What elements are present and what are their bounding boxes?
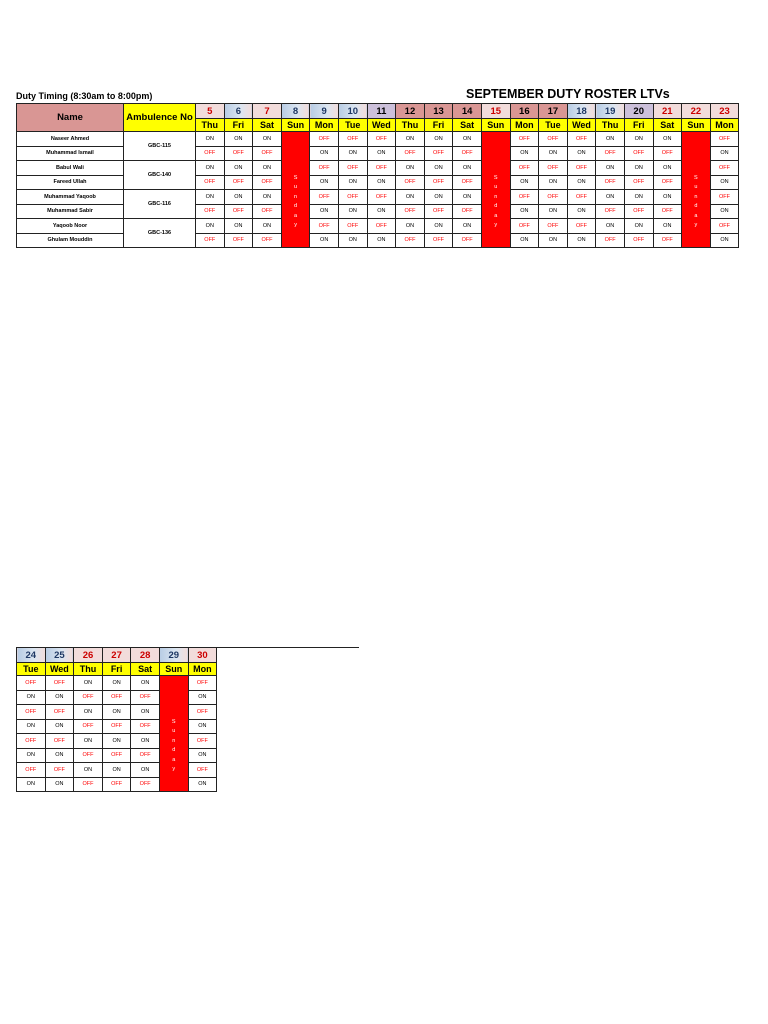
duty-status-cell: ON — [188, 777, 217, 792]
duty-status-cell: ON — [188, 748, 217, 763]
weekday-cell: Mon — [510, 119, 539, 132]
duty-status-cell: OFF — [253, 146, 282, 161]
duty-status-cell: OFF — [188, 676, 217, 691]
date-cell: 17 — [539, 104, 568, 119]
table-row — [17, 676, 217, 691]
sunday-letter: d — [494, 203, 498, 210]
duty-status-cell: ON — [45, 777, 74, 792]
table-row — [17, 190, 739, 205]
duty-status-cell: ON — [74, 705, 103, 720]
weekday-cell: Sat — [653, 119, 682, 132]
sunday-letter: u — [694, 184, 698, 191]
duty-status-cell: OFF — [539, 161, 568, 176]
date-cell: 10 — [338, 104, 367, 119]
weekday-cell: Wed — [45, 663, 74, 676]
weekday-cell: Sun — [159, 663, 188, 676]
duty-status-cell: OFF — [596, 233, 625, 248]
weekday-cell: Thu — [396, 119, 425, 132]
duty-status-cell: ON — [653, 132, 682, 147]
duty-status-cell: OFF — [102, 690, 131, 705]
sunday-letter: n — [494, 193, 498, 200]
duty-status-cell: ON — [510, 233, 539, 248]
duty-status-cell: ON — [17, 748, 46, 763]
duty-status-cell: OFF — [510, 132, 539, 147]
duty-status-cell: OFF — [453, 175, 482, 190]
duty-status-cell: OFF — [224, 204, 253, 219]
duty-status-cell: OFF — [710, 219, 739, 234]
duty-status-cell: ON — [188, 690, 217, 705]
duty-status-cell: ON — [196, 219, 225, 234]
duty-status-cell: OFF — [310, 219, 339, 234]
duty-status-cell: ON — [367, 175, 396, 190]
date-cell: 8 — [281, 104, 310, 119]
weekday-cell: Mon — [188, 663, 217, 676]
duty-status-cell: OFF — [567, 190, 596, 205]
weekday-cell: Wed — [367, 119, 396, 132]
duty-status-cell: ON — [17, 690, 46, 705]
ambulance-number: GBC-116 — [124, 190, 196, 219]
duty-status-cell: OFF — [45, 676, 74, 691]
duty-status-cell: ON — [596, 132, 625, 147]
duty-status-cell: ON — [453, 190, 482, 205]
date-cell: 14 — [453, 104, 482, 119]
duty-status-cell: OFF — [539, 190, 568, 205]
sunday-letter: y — [294, 222, 297, 229]
sunday-letter: n — [694, 193, 698, 200]
duty-status-cell: ON — [253, 219, 282, 234]
duty-status-cell: ON — [196, 132, 225, 147]
duty-status-cell: OFF — [131, 690, 160, 705]
duty-status-cell: OFF — [596, 175, 625, 190]
sunday-letter: d — [294, 203, 298, 210]
duty-status-cell: OFF — [74, 777, 103, 792]
date-cell: 11 — [367, 104, 396, 119]
duty-status-cell: OFF — [338, 219, 367, 234]
duty-status-cell: ON — [424, 161, 453, 176]
duty-status-cell: ON — [338, 233, 367, 248]
sunday-letter: S — [293, 175, 298, 181]
duty-status-cell: OFF — [17, 705, 46, 720]
duty-status-cell: ON — [396, 190, 425, 205]
duty-status-cell: OFF — [102, 748, 131, 763]
duty-status-cell: OFF — [224, 233, 253, 248]
weekday-cell: Fri — [102, 663, 131, 676]
duty-status-cell: ON — [424, 132, 453, 147]
duty-status-cell: OFF — [424, 146, 453, 161]
duty-status-cell: ON — [539, 146, 568, 161]
staff-name: Naseer Ahmed — [17, 132, 124, 147]
duty-status-cell: ON — [396, 161, 425, 176]
duty-status-cell: ON — [74, 734, 103, 749]
duty-status-cell: OFF — [74, 748, 103, 763]
duty-status-cell: OFF — [510, 219, 539, 234]
duty-status-cell: OFF — [224, 146, 253, 161]
duty-status-cell: ON — [367, 204, 396, 219]
duty-status-cell: ON — [310, 204, 339, 219]
duty-status-cell: OFF — [17, 763, 46, 778]
duty-status-cell: OFF — [196, 146, 225, 161]
duty-status-cell: ON — [338, 175, 367, 190]
duty-status-cell: OFF — [131, 777, 160, 792]
date-cell: 6 — [224, 104, 253, 119]
duty-status-cell: ON — [367, 146, 396, 161]
duty-status-cell: ON — [74, 676, 103, 691]
sunday-letter: a — [294, 212, 298, 219]
weekday-cell: Sun — [481, 119, 510, 132]
duty-status-cell: OFF — [567, 219, 596, 234]
duty-status-cell: OFF — [653, 175, 682, 190]
name-column-header: Name — [17, 104, 124, 132]
ambulance-number: GBC-115 — [124, 132, 196, 161]
duty-status-cell: OFF — [253, 175, 282, 190]
sunday-letter: S — [694, 175, 698, 181]
date-cell: 22 — [682, 104, 711, 119]
date-cell: 21 — [653, 104, 682, 119]
duty-status-cell: ON — [188, 719, 217, 734]
sunday-spacer — [682, 132, 710, 174]
duty-status-cell: ON — [424, 219, 453, 234]
duty-status-cell: ON — [624, 190, 653, 205]
duty-status-cell: OFF — [567, 132, 596, 147]
duty-status-cell: OFF — [367, 132, 396, 147]
sunday-off-cell — [281, 132, 310, 248]
weekday-cell: Tue — [17, 663, 46, 676]
sunday-spacer — [282, 132, 310, 174]
duty-status-cell: OFF — [624, 233, 653, 248]
duty-status-cell: OFF — [539, 219, 568, 234]
duty-status-cell: ON — [567, 146, 596, 161]
date-cell: 27 — [102, 648, 131, 663]
duty-status-cell: ON — [45, 690, 74, 705]
date-cell: 16 — [510, 104, 539, 119]
duty-status-cell: OFF — [102, 719, 131, 734]
sunday-spacer — [160, 676, 188, 718]
weekday-cell: Mon — [310, 119, 339, 132]
duty-status-cell: OFF — [310, 132, 339, 147]
duty-status-cell: ON — [710, 204, 739, 219]
weekday-cell: Thu — [74, 663, 103, 676]
duty-status-cell: OFF — [188, 734, 217, 749]
duty-status-cell: OFF — [338, 190, 367, 205]
sunday-letter: n — [172, 737, 176, 744]
duty-status-cell: ON — [653, 161, 682, 176]
duty-status-cell: OFF — [367, 161, 396, 176]
duty-status-cell: ON — [624, 219, 653, 234]
duty-status-cell: OFF — [17, 734, 46, 749]
duty-status-cell: OFF — [338, 132, 367, 147]
duty-status-cell: ON — [539, 204, 568, 219]
duty-status-cell: ON — [196, 161, 225, 176]
duty-status-cell: OFF — [196, 233, 225, 248]
duty-status-cell: ON — [102, 676, 131, 691]
duty-status-cell: OFF — [367, 190, 396, 205]
duty-status-cell: OFF — [539, 132, 568, 147]
duty-status-cell: ON — [624, 132, 653, 147]
duty-status-cell: OFF — [224, 175, 253, 190]
duty-status-cell: OFF — [624, 146, 653, 161]
date-cell: 28 — [131, 648, 160, 663]
sunday-letter: u — [294, 184, 298, 191]
duty-status-cell: OFF — [131, 748, 160, 763]
duty-status-cell: OFF — [45, 734, 74, 749]
date-cell: 30 — [188, 648, 217, 663]
roster-table — [16, 103, 739, 248]
sunday-letter: u — [172, 728, 176, 735]
duty-status-cell: OFF — [567, 161, 596, 176]
duty-status-cell: OFF — [424, 233, 453, 248]
sunday-spacer — [482, 132, 510, 174]
weekday-cell: Sat — [253, 119, 282, 132]
duty-status-cell: ON — [253, 132, 282, 147]
duty-status-cell: ON — [453, 161, 482, 176]
date-cell: 26 — [74, 648, 103, 663]
duty-status-cell: ON — [510, 175, 539, 190]
duty-status-cell: ON — [539, 233, 568, 248]
sunday-letter: u — [494, 184, 498, 191]
staff-name: Muhammad Sabir — [17, 204, 124, 219]
sunday-letter: a — [494, 212, 498, 219]
duty-status-cell: OFF — [17, 676, 46, 691]
duty-status-cell: ON — [310, 175, 339, 190]
date-cell: 18 — [567, 104, 596, 119]
date-cell: 20 — [624, 104, 653, 119]
duty-status-cell: OFF — [253, 233, 282, 248]
duty-status-cell: ON — [424, 190, 453, 205]
duty-status-cell: ON — [453, 132, 482, 147]
duty-status-cell: OFF — [710, 190, 739, 205]
duty-status-cell: OFF — [310, 190, 339, 205]
duty-status-cell: ON — [253, 190, 282, 205]
weekday-cell: Tue — [539, 119, 568, 132]
date-cell: 25 — [45, 648, 74, 663]
weekday-cell: Tue — [338, 119, 367, 132]
weekday-cell: Fri — [224, 119, 253, 132]
duty-status-cell: ON — [653, 190, 682, 205]
weekday-cell: Sat — [453, 119, 482, 132]
duty-status-cell: OFF — [510, 190, 539, 205]
duty-status-cell: OFF — [367, 219, 396, 234]
duty-status-cell: OFF — [188, 763, 217, 778]
date-header-row — [17, 104, 739, 119]
duty-status-cell: ON — [17, 719, 46, 734]
sunday-off-cell — [159, 676, 188, 792]
duty-status-cell: ON — [102, 734, 131, 749]
duty-status-cell: ON — [596, 190, 625, 205]
duty-status-cell: ON — [596, 219, 625, 234]
date-cell: 15 — [481, 104, 510, 119]
duty-status-cell: ON — [624, 161, 653, 176]
duty-status-cell: OFF — [310, 161, 339, 176]
sunday-letter: d — [172, 747, 176, 754]
duty-status-cell: OFF — [653, 204, 682, 219]
table-row — [17, 161, 739, 176]
duty-status-cell: OFF — [453, 233, 482, 248]
duty-status-cell: OFF — [510, 161, 539, 176]
weekday-cell: Thu — [196, 119, 225, 132]
duty-status-cell: ON — [74, 763, 103, 778]
roster-table-continued — [16, 647, 217, 792]
duty-status-cell: ON — [567, 175, 596, 190]
weekday-header-row — [17, 663, 217, 676]
date-header-row — [17, 648, 217, 663]
duty-status-cell: ON — [367, 233, 396, 248]
sunday-letter: a — [172, 756, 176, 763]
weekday-cell: Sun — [682, 119, 711, 132]
duty-status-cell: OFF — [653, 146, 682, 161]
duty-status-cell: OFF — [45, 763, 74, 778]
duty-status-cell: OFF — [710, 132, 739, 147]
duty-status-cell: ON — [131, 676, 160, 691]
weekday-cell: Fri — [624, 119, 653, 132]
staff-name: Fareed Ullah — [17, 175, 124, 190]
duty-status-cell: OFF — [131, 719, 160, 734]
date-cell: 29 — [159, 648, 188, 663]
sunday-off-cell — [682, 132, 711, 248]
date-cell: 24 — [17, 648, 46, 663]
date-cell: 19 — [596, 104, 625, 119]
sunday-letter: n — [294, 193, 298, 200]
duty-status-cell: ON — [396, 219, 425, 234]
duty-status-cell: OFF — [710, 161, 739, 176]
duty-status-cell: ON — [310, 146, 339, 161]
duty-status-cell: ON — [510, 146, 539, 161]
duty-status-cell: OFF — [596, 146, 625, 161]
duty-status-cell: ON — [131, 763, 160, 778]
date-cell: 23 — [710, 104, 739, 119]
sunday-letter: a — [694, 212, 698, 219]
duty-status-cell: OFF — [74, 719, 103, 734]
date-cell: 12 — [396, 104, 425, 119]
duty-status-cell: ON — [131, 705, 160, 720]
weekday-cell: Wed — [567, 119, 596, 132]
duty-status-cell: ON — [196, 190, 225, 205]
duty-status-cell: ON — [310, 233, 339, 248]
duty-status-cell: OFF — [396, 233, 425, 248]
duty-status-cell: ON — [453, 219, 482, 234]
duty-status-cell: ON — [710, 233, 739, 248]
duty-status-cell: ON — [45, 719, 74, 734]
weekday-cell: Sun — [281, 119, 310, 132]
weekday-cell: Sat — [131, 663, 160, 676]
duty-status-cell: ON — [653, 219, 682, 234]
ambulance-number: GBC-136 — [124, 219, 196, 248]
duty-status-cell: ON — [17, 777, 46, 792]
duty-status-cell: OFF — [338, 161, 367, 176]
divider-line — [216, 647, 359, 648]
duty-status-cell: OFF — [596, 204, 625, 219]
duty-status-cell: OFF — [396, 204, 425, 219]
staff-name: Ghulam Mouddin — [17, 233, 124, 248]
duty-status-cell: ON — [710, 146, 739, 161]
sunday-letter: d — [694, 203, 698, 210]
duty-status-cell: OFF — [424, 204, 453, 219]
table-row — [17, 132, 739, 147]
sunday-off-cell — [481, 132, 510, 248]
weekday-cell: Mon — [710, 119, 739, 132]
duty-status-cell: ON — [45, 748, 74, 763]
duty-status-cell: ON — [253, 161, 282, 176]
duty-status-cell: OFF — [74, 690, 103, 705]
duty-status-cell: OFF — [196, 175, 225, 190]
date-cell: 9 — [310, 104, 339, 119]
duty-timing-label: Duty Timing (8:30am to 8:00pm) — [16, 91, 153, 101]
staff-name: Babul Wali — [17, 161, 124, 176]
ambulance-number: GBC-140 — [124, 161, 196, 190]
duty-status-cell: OFF — [396, 175, 425, 190]
staff-name: Yaqoob Noor — [17, 219, 124, 234]
duty-status-cell: OFF — [453, 146, 482, 161]
duty-status-cell: OFF — [188, 705, 217, 720]
duty-status-cell: OFF — [196, 204, 225, 219]
sunday-letter: y — [694, 222, 698, 229]
duty-status-cell: ON — [596, 161, 625, 176]
duty-status-cell: OFF — [396, 146, 425, 161]
duty-status-cell: OFF — [424, 175, 453, 190]
duty-status-cell: OFF — [624, 204, 653, 219]
duty-status-cell: ON — [567, 233, 596, 248]
duty-status-cell: ON — [102, 763, 131, 778]
duty-status-cell: ON — [224, 132, 253, 147]
duty-status-cell: OFF — [253, 204, 282, 219]
duty-status-cell: ON — [224, 161, 253, 176]
sunday-letter: S — [493, 175, 498, 181]
sunday-letter: S — [171, 719, 176, 725]
duty-status-cell: ON — [338, 204, 367, 219]
date-cell: 13 — [424, 104, 453, 119]
duty-status-cell: OFF — [102, 777, 131, 792]
duty-status-cell: ON — [102, 705, 131, 720]
duty-status-cell: ON — [539, 175, 568, 190]
duty-status-cell: OFF — [624, 175, 653, 190]
duty-status-cell: ON — [338, 146, 367, 161]
duty-status-cell: ON — [710, 175, 739, 190]
duty-status-cell: ON — [396, 132, 425, 147]
page-title: SEPTEMBER DUTY ROSTER LTVs — [466, 87, 670, 101]
duty-status-cell: OFF — [453, 204, 482, 219]
sunday-letter: y — [172, 766, 176, 773]
date-cell: 7 — [253, 104, 282, 119]
duty-status-cell: ON — [510, 204, 539, 219]
weekday-cell: Thu — [596, 119, 625, 132]
duty-status-cell: ON — [567, 204, 596, 219]
ambulance-column-header: Ambulence No — [124, 104, 196, 132]
staff-name: Muhammad Yaqoob — [17, 190, 124, 205]
date-cell: 5 — [196, 104, 225, 119]
duty-status-cell: ON — [224, 219, 253, 234]
weekday-cell: Fri — [424, 119, 453, 132]
duty-status-cell: OFF — [653, 233, 682, 248]
staff-name: Muhammad Ismail — [17, 146, 124, 161]
table-row — [17, 219, 739, 234]
duty-status-cell: OFF — [45, 705, 74, 720]
duty-status-cell: ON — [224, 190, 253, 205]
duty-status-cell: ON — [131, 734, 160, 749]
sunday-letter: y — [494, 222, 498, 229]
